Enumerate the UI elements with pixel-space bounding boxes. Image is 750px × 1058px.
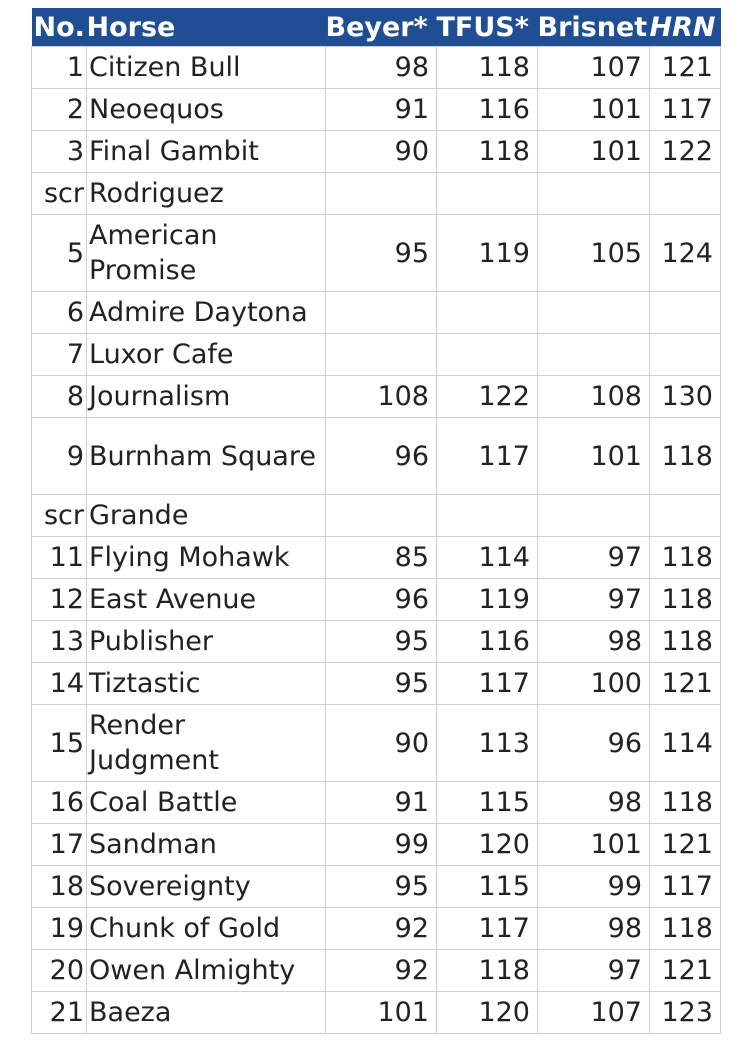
speed-figures-table-container (31, 8, 720, 1034)
cell-beyer: 96 (326, 579, 437, 621)
table-row (32, 705, 721, 782)
cell-hrn: 121 (650, 950, 721, 992)
cell-hrn (650, 334, 721, 376)
cell-no: 18 (32, 866, 87, 908)
table-row (32, 579, 721, 621)
header-tfus: TFUS* (437, 8, 538, 47)
cell-brisnet: 99 (538, 866, 650, 908)
cell-horse: American Promise (87, 215, 326, 292)
cell-brisnet: 97 (538, 950, 650, 992)
cell-horse: Flying Mohawk (87, 537, 326, 579)
cell-tfus: 115 (437, 866, 538, 908)
table-body (32, 47, 721, 1034)
cell-beyer: 91 (326, 782, 437, 824)
table-row (32, 334, 721, 376)
cell-brisnet (538, 495, 650, 537)
cell-brisnet: 107 (538, 992, 650, 1034)
cell-hrn: 118 (650, 782, 721, 824)
cell-hrn: 123 (650, 992, 721, 1034)
cell-horse: Sovereignty (87, 866, 326, 908)
cell-beyer: 95 (326, 866, 437, 908)
cell-tfus (437, 495, 538, 537)
cell-beyer (326, 334, 437, 376)
cell-beyer: 96 (326, 418, 437, 495)
cell-tfus: 120 (437, 824, 538, 866)
cell-beyer: 91 (326, 89, 437, 131)
cell-tfus: 122 (437, 376, 538, 418)
table-row (32, 495, 721, 537)
header-horse: Horse (87, 8, 326, 47)
cell-horse: Neoequos (87, 89, 326, 131)
cell-horse: Burnham Square (87, 418, 326, 495)
cell-horse: Rodriguez (87, 173, 326, 215)
cell-hrn: 117 (650, 89, 721, 131)
cell-horse: Publisher (87, 621, 326, 663)
cell-no: 9 (32, 418, 87, 495)
cell-beyer: 95 (326, 215, 437, 292)
speed-figures-table (31, 8, 721, 1034)
cell-tfus (437, 334, 538, 376)
cell-horse: Luxor Cafe (87, 334, 326, 376)
cell-beyer: 95 (326, 663, 437, 705)
cell-horse: East Avenue (87, 579, 326, 621)
cell-hrn (650, 495, 721, 537)
cell-tfus: 118 (437, 950, 538, 992)
cell-beyer: 92 (326, 950, 437, 992)
cell-tfus: 115 (437, 782, 538, 824)
cell-brisnet: 98 (538, 621, 650, 663)
cell-beyer (326, 292, 437, 334)
cell-tfus: 117 (437, 418, 538, 495)
cell-tfus: 117 (437, 908, 538, 950)
cell-brisnet: 96 (538, 705, 650, 782)
table-row (32, 621, 721, 663)
cell-no: 5 (32, 215, 87, 292)
cell-no: 12 (32, 579, 87, 621)
cell-no: 19 (32, 908, 87, 950)
cell-hrn: 118 (650, 418, 721, 495)
cell-tfus: 116 (437, 89, 538, 131)
cell-no: 7 (32, 334, 87, 376)
cell-tfus: 113 (437, 705, 538, 782)
cell-brisnet: 101 (538, 418, 650, 495)
cell-tfus: 118 (437, 131, 538, 173)
cell-no: 20 (32, 950, 87, 992)
table-row (32, 215, 721, 292)
cell-beyer: 85 (326, 537, 437, 579)
cell-horse: Journalism (87, 376, 326, 418)
cell-brisnet (538, 173, 650, 215)
cell-brisnet: 101 (538, 131, 650, 173)
cell-no: 8 (32, 376, 87, 418)
header-row (32, 8, 721, 47)
cell-no: 14 (32, 663, 87, 705)
cell-no: 21 (32, 992, 87, 1034)
header-hrn: HRN (650, 8, 721, 47)
table-row (32, 292, 721, 334)
cell-tfus: 119 (437, 215, 538, 292)
cell-horse: Final Gambit (87, 131, 326, 173)
cell-hrn: 118 (650, 621, 721, 663)
cell-tfus: 119 (437, 579, 538, 621)
cell-horse: Tiztastic (87, 663, 326, 705)
cell-horse: Grande (87, 495, 326, 537)
cell-beyer: 90 (326, 131, 437, 173)
cell-horse: Admire Daytona (87, 292, 326, 334)
header-brisnet: Brisnet (538, 8, 650, 47)
cell-hrn: 117 (650, 866, 721, 908)
cell-no: 2 (32, 89, 87, 131)
cell-no: 3 (32, 131, 87, 173)
cell-tfus (437, 292, 538, 334)
cell-hrn: 121 (650, 47, 721, 89)
cell-tfus: 114 (437, 537, 538, 579)
table-row (32, 992, 721, 1034)
cell-hrn: 124 (650, 215, 721, 292)
table-row (32, 537, 721, 579)
table-row (32, 866, 721, 908)
cell-no: scr (32, 495, 87, 537)
cell-brisnet: 107 (538, 47, 650, 89)
cell-tfus: 120 (437, 992, 538, 1034)
cell-beyer: 90 (326, 705, 437, 782)
cell-hrn (650, 292, 721, 334)
cell-horse: Sandman (87, 824, 326, 866)
cell-brisnet (538, 292, 650, 334)
table-row (32, 950, 721, 992)
cell-brisnet: 97 (538, 579, 650, 621)
cell-hrn: 118 (650, 908, 721, 950)
cell-hrn: 118 (650, 537, 721, 579)
cell-beyer: 92 (326, 908, 437, 950)
cell-horse: Render Judgment (87, 705, 326, 782)
cell-hrn: 130 (650, 376, 721, 418)
cell-beyer: 95 (326, 621, 437, 663)
cell-tfus: 118 (437, 47, 538, 89)
cell-beyer (326, 173, 437, 215)
cell-horse: Owen Almighty (87, 950, 326, 992)
cell-horse: Baeza (87, 992, 326, 1034)
cell-brisnet: 100 (538, 663, 650, 705)
cell-tfus: 116 (437, 621, 538, 663)
cell-tfus (437, 173, 538, 215)
table-row (32, 173, 721, 215)
cell-brisnet: 101 (538, 824, 650, 866)
cell-brisnet (538, 334, 650, 376)
cell-brisnet: 98 (538, 908, 650, 950)
cell-no: 1 (32, 47, 87, 89)
table-row (32, 824, 721, 866)
header-no: No. (32, 8, 87, 47)
table-row (32, 89, 721, 131)
cell-hrn: 118 (650, 579, 721, 621)
cell-no: 16 (32, 782, 87, 824)
table-row (32, 908, 721, 950)
cell-beyer: 99 (326, 824, 437, 866)
table-row (32, 782, 721, 824)
cell-hrn: 121 (650, 663, 721, 705)
cell-brisnet: 101 (538, 89, 650, 131)
table-row (32, 47, 721, 89)
table-row (32, 418, 721, 495)
cell-no: 11 (32, 537, 87, 579)
cell-hrn: 122 (650, 131, 721, 173)
cell-brisnet: 108 (538, 376, 650, 418)
cell-no: 15 (32, 705, 87, 782)
cell-horse: Chunk of Gold (87, 908, 326, 950)
cell-beyer: 98 (326, 47, 437, 89)
cell-no: 17 (32, 824, 87, 866)
cell-horse: Coal Battle (87, 782, 326, 824)
cell-brisnet: 97 (538, 537, 650, 579)
cell-hrn: 114 (650, 705, 721, 782)
cell-no: 6 (32, 292, 87, 334)
cell-brisnet: 105 (538, 215, 650, 292)
cell-beyer: 101 (326, 992, 437, 1034)
cell-horse: Citizen Bull (87, 47, 326, 89)
table-row (32, 663, 721, 705)
cell-beyer: 108 (326, 376, 437, 418)
cell-tfus: 117 (437, 663, 538, 705)
cell-no: scr (32, 173, 87, 215)
cell-no: 13 (32, 621, 87, 663)
cell-beyer (326, 495, 437, 537)
table-row (32, 131, 721, 173)
header-beyer: Beyer* (326, 8, 437, 47)
table-row (32, 376, 721, 418)
cell-hrn: 121 (650, 824, 721, 866)
cell-hrn (650, 173, 721, 215)
cell-brisnet: 98 (538, 782, 650, 824)
